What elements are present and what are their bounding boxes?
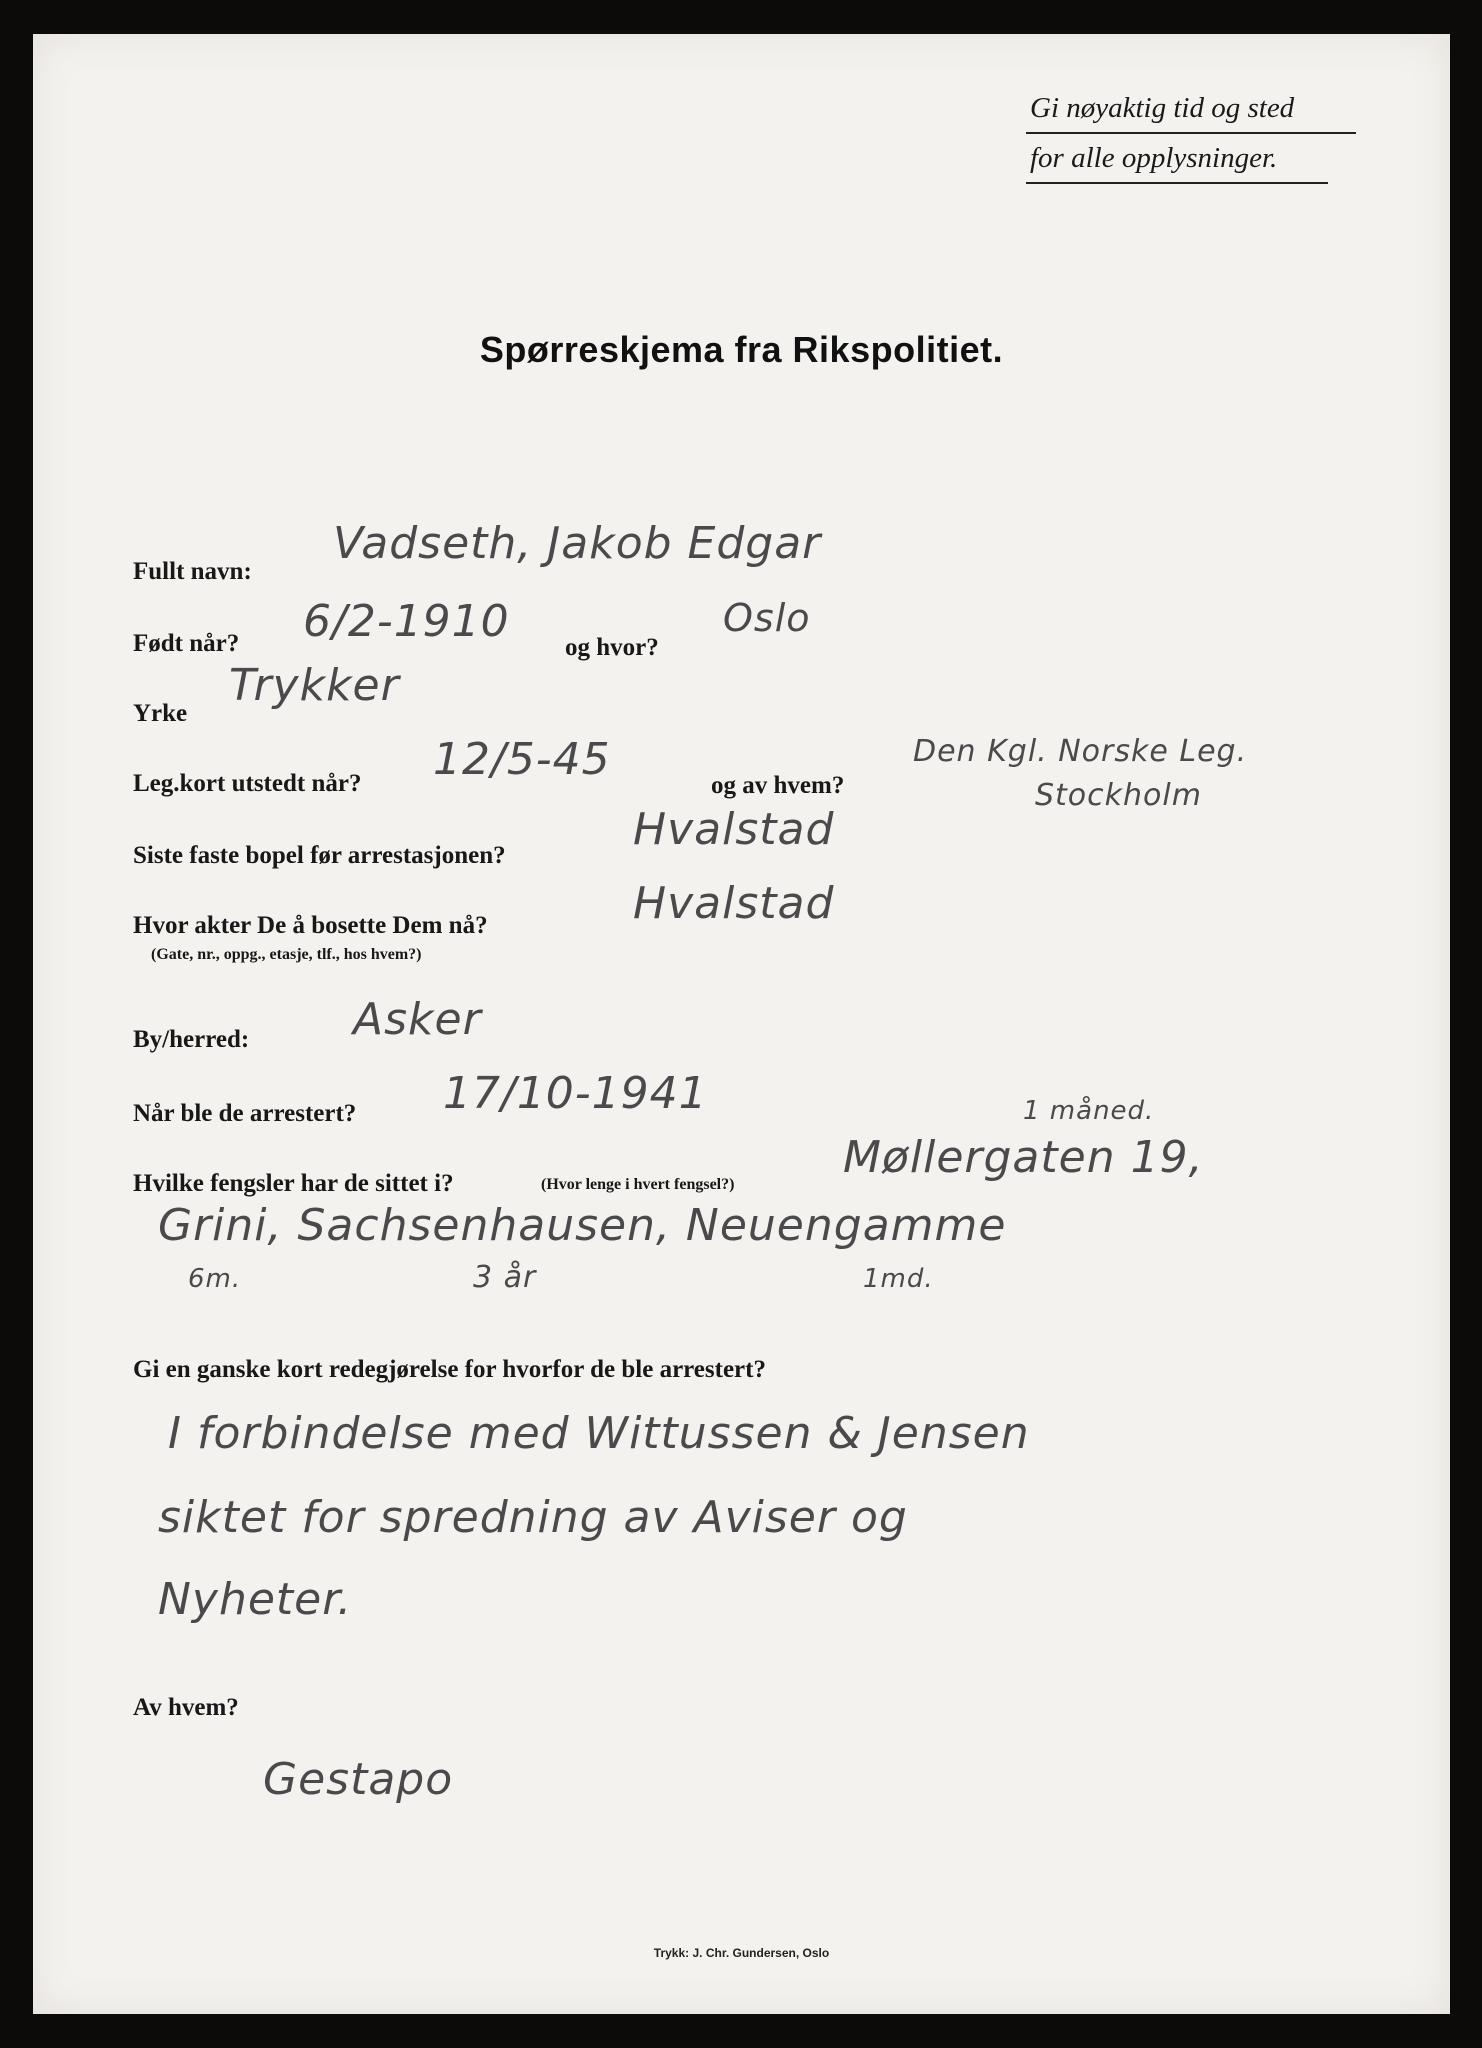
prisons-value-2: Grini, Sachsenhausen, Neuengamme (158, 1200, 1007, 1251)
prisons-duration-2: 3 år (473, 1260, 537, 1295)
instruction-line-2: for alle opplysninger. (1026, 134, 1328, 184)
arrested-when-label: Når ble de arrestert? (133, 1100, 357, 1127)
full-name-label: Fullt navn: (133, 558, 252, 585)
reason-value-2: siktet for spredning av Aviser og (158, 1492, 908, 1543)
born-where-label: og hvor? (565, 634, 659, 661)
prisons-duration-1: 6m. (188, 1264, 242, 1294)
instruction-line-1: Gi nøyaktig tid og sted (1026, 84, 1356, 134)
prisons-label: Hvilke fengsler har de sittet i? (133, 1170, 454, 1197)
full-name-value: Vadseth, Jakob Edgar (333, 518, 822, 569)
occupation-label: Yrke (133, 700, 188, 727)
id-issued-by-label: og av hvem? (711, 772, 845, 799)
last-residence-value: Hvalstad (633, 804, 835, 855)
born-where-value: Oslo (723, 596, 811, 640)
occupation-value: Trykker (229, 660, 400, 711)
prisons-hint: (Hvor lenge i hvert fengsel?) (541, 1176, 735, 1193)
id-issued-when-value: 12/5-45 (433, 734, 611, 785)
born-when-value: 6/2-1910 (303, 596, 510, 647)
prisons-value-1: Møllergaten 19, (843, 1132, 1204, 1183)
reason-label: Gi en ganske kort redegjørelse for hvorfor de ble arrestert? (133, 1356, 766, 1383)
by-whom-label: Av hvem? (133, 1694, 239, 1721)
by-whom-value: Gestapo (263, 1754, 454, 1805)
prisons-duration-note: 1 måned. (1023, 1096, 1155, 1126)
settle-where-label: Hvor akter De å bosette Dem nå? (133, 912, 488, 939)
id-issued-by-value-2: Stockholm (1035, 778, 1202, 813)
last-residence-label: Siste faste bopel før arrestasjonen? (133, 842, 506, 869)
instruction-note (1026, 84, 1356, 184)
id-issued-by-value-1: Den Kgl. Norske Leg. (913, 734, 1248, 769)
arrested-when-value: 17/10-1941 (443, 1068, 708, 1119)
born-when-label: Født når? (133, 630, 240, 657)
form-title: Spørreskjema fra Rikspolitiet. (479, 329, 1004, 370)
reason-value-3: Nyheter. (158, 1574, 353, 1625)
prisons-duration-3: 1md. (863, 1264, 934, 1294)
town-value: Asker (353, 994, 482, 1045)
settle-where-value: Hvalstad (633, 878, 835, 929)
reason-value-1: I forbindelse med Wittussen & Jensen (168, 1408, 1030, 1459)
town-label: By/herred: (133, 1026, 250, 1053)
questionnaire-sheet (33, 34, 1450, 2014)
printer-imprint: Trykk: J. Chr. Gundersen, Oslo (653, 1946, 830, 1960)
id-issued-when-label: Leg.kort utstedt når? (133, 770, 362, 797)
settle-where-hint: (Gate, nr., oppg., etasje, tlf., hos hvem?) (151, 946, 422, 963)
